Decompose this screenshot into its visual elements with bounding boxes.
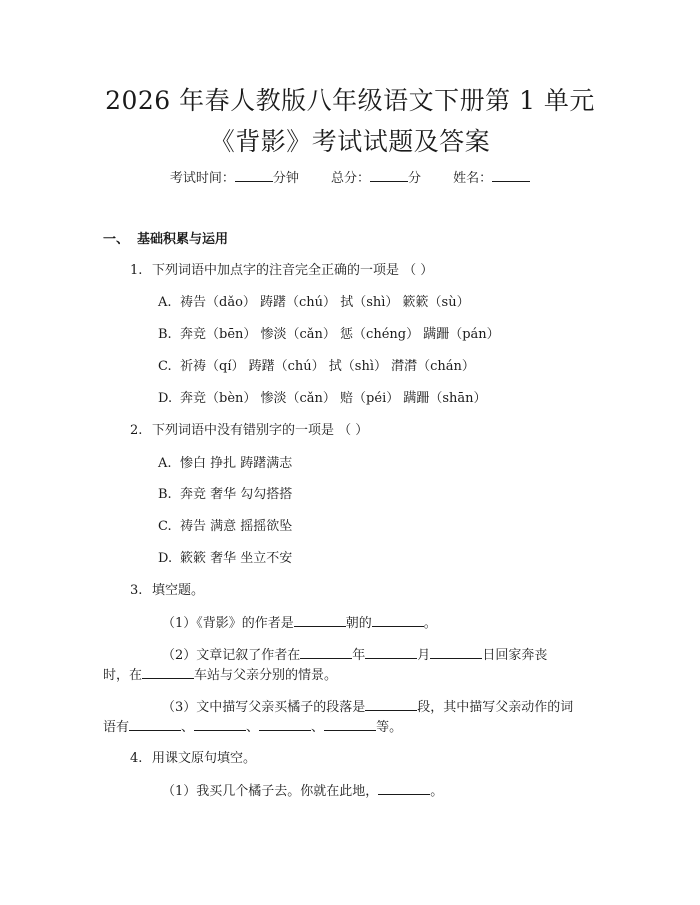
option-text: 祷告（dǎo） 踌躇（chú） 拭（shì） 簌簌（sù）	[180, 295, 470, 310]
option-key: D.	[158, 391, 173, 406]
answer-blank[interactable]	[194, 718, 246, 731]
question-4-number: 4.	[130, 751, 143, 766]
answer-blank[interactable]	[365, 698, 417, 711]
sub-text: 、	[246, 720, 260, 735]
question-3	[130, 582, 204, 600]
sub-text: 、	[311, 720, 325, 735]
sub-text: 时，在	[103, 668, 143, 683]
sub-text: （1）《背影》的作者是	[162, 616, 294, 631]
sub-text: （1）我买几个橘子去。你就在此地，	[162, 784, 379, 799]
exam-time-field	[170, 171, 303, 186]
sub-text: （3）文中描写父亲买橘子的段落是	[162, 700, 366, 715]
student-name-blank[interactable]	[492, 169, 530, 182]
question-4-text: 用课文原句填空。	[152, 751, 257, 766]
option-text: 惨白 挣扎 踌躇满志	[180, 456, 293, 471]
question-3-text: 填空题。	[152, 583, 205, 598]
sub-text: 。	[423, 616, 437, 631]
section-number: 一、	[103, 232, 130, 247]
answer-blank[interactable]	[430, 646, 482, 659]
q3-sub-2	[162, 646, 547, 665]
q2-option-a[interactable]	[158, 455, 292, 473]
question-2-text: 下列词语中没有错别字的一项是 （ ）	[152, 423, 369, 438]
student-name-field	[453, 171, 530, 186]
q3-sub-3-cont	[103, 718, 402, 737]
option-key: D.	[158, 551, 173, 566]
question-2-number: 2.	[130, 423, 143, 438]
answer-blank[interactable]	[365, 646, 417, 659]
exam-time-blank[interactable]	[235, 169, 273, 182]
q3-sub-3	[162, 698, 573, 717]
answer-blank[interactable]	[129, 718, 181, 731]
sub-text: 等。	[376, 720, 403, 735]
answer-blank[interactable]	[142, 666, 194, 679]
question-4	[130, 750, 256, 768]
option-text: 奔竞 奢华 勾勾搭搭	[180, 487, 293, 502]
section-heading	[103, 231, 228, 249]
exam-time-label: 考试时间：	[169, 171, 235, 186]
q3-sub-1	[162, 614, 437, 633]
total-score-blank[interactable]	[370, 169, 408, 182]
sub-text: 月	[417, 648, 431, 663]
section-title: 基础积累与运用	[137, 232, 229, 247]
q2-option-d[interactable]	[158, 550, 292, 568]
total-score-field	[331, 171, 425, 186]
sub-text: 日回家奔丧	[482, 648, 548, 663]
q3-sub-2-cont	[103, 666, 337, 685]
option-text: 祷告 满意 摇摇欲坠	[180, 519, 293, 534]
q1-option-b[interactable]	[158, 326, 500, 344]
sub-text: 朝的	[345, 616, 372, 631]
question-1	[130, 262, 433, 280]
total-score-label: 总分：	[330, 171, 370, 186]
exam-title-line2: 《背影》考试试题及答案	[209, 127, 491, 156]
option-text: 奔竞（bèn） 惨淡（cǎn） 赔（péi） 蹒跚（shān）	[180, 391, 487, 406]
q2-option-b[interactable]	[158, 486, 292, 504]
question-3-number: 3.	[130, 583, 143, 598]
answer-blank[interactable]	[259, 718, 311, 731]
sub-text: 年	[352, 648, 366, 663]
question-2	[130, 422, 368, 440]
sub-text: （2）文章记叙了作者在	[162, 648, 301, 663]
answer-blank[interactable]	[372, 614, 424, 627]
question-1-text: 下列词语中加点字的注音完全正确的一项是 （ ）	[152, 263, 434, 278]
answer-blank[interactable]	[300, 646, 352, 659]
exam-meta-row	[0, 169, 700, 188]
sub-text: 。	[430, 784, 444, 799]
answer-blank[interactable]	[378, 782, 430, 795]
option-key: A.	[158, 295, 172, 310]
option-key: C.	[158, 519, 172, 534]
exam-time-unit: 分钟	[272, 171, 299, 186]
option-text: 奔竞（bēn） 惨淡（cǎn） 惩（chéng） 蹒跚（pán）	[180, 327, 500, 342]
option-key: B.	[158, 327, 172, 342]
q1-option-c[interactable]	[158, 358, 475, 376]
q4-sub-1	[162, 782, 443, 801]
question-1-number: 1.	[130, 263, 143, 278]
answer-blank[interactable]	[324, 718, 376, 731]
option-key: C.	[158, 359, 172, 374]
option-key: B.	[158, 487, 172, 502]
total-score-unit: 分	[408, 171, 422, 186]
student-name-label: 姓名：	[453, 171, 493, 186]
q1-option-a[interactable]	[158, 294, 470, 312]
option-key: A.	[158, 456, 172, 471]
q1-option-d[interactable]	[158, 390, 487, 408]
answer-blank[interactable]	[294, 614, 346, 627]
exam-title-line1: 2026 年春人教版八年级语文下册第 1 单元	[105, 86, 595, 115]
sub-text: 语有	[103, 720, 130, 735]
q2-option-c[interactable]	[158, 518, 292, 536]
sub-text: 段，其中描写父亲动作的词	[417, 700, 574, 715]
sub-text: 、	[181, 720, 195, 735]
option-text: 簌簌 奢华 坐立不安	[180, 551, 293, 566]
option-text: 祈祷（qí） 踌躇（chú） 拭（shì） 潸潸（chán）	[180, 359, 475, 374]
sub-text: 车站与父亲分别的情景。	[194, 668, 338, 683]
